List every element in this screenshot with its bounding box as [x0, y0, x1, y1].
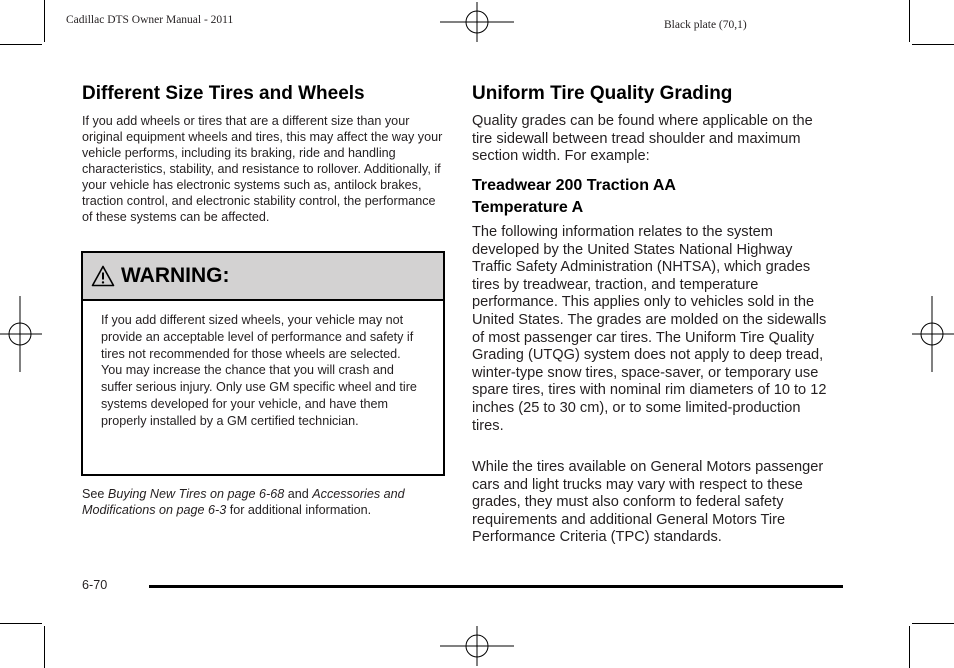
crop-mark [912, 623, 954, 624]
plate-label: Black plate (70,1) [664, 19, 747, 31]
grade-example-heading: Treadwear 200 Traction AA Temperature A [472, 177, 676, 216]
see-prefix: See [82, 487, 108, 501]
section-heading-different-size-tires: Different Size Tires and Wheels [82, 83, 365, 104]
registration-mark-icon [0, 296, 42, 372]
manual-title: Cadillac DTS Owner Manual - 2011 [66, 14, 234, 26]
paragraph-text: While the tires available on General Motors passenger cars and light trucks may vary with respect to these grades, they must also conform to federal safety requirements and additional General Motors Tire Performance Criteria (TPC) standards. [472, 459, 824, 546]
footer-rule [149, 585, 843, 588]
registration-mark-icon [440, 2, 514, 42]
warning-box [81, 251, 445, 476]
see-and: and [284, 487, 313, 501]
intro-paragraph [82, 113, 444, 225]
warning-header [83, 253, 443, 301]
utqg-intro [472, 113, 834, 166]
see-also-paragraph [82, 486, 444, 518]
crop-mark [909, 0, 910, 42]
section-heading-utqg: Uniform Tire Quality Grading [472, 83, 733, 104]
warning-triangle-icon [91, 265, 115, 287]
paragraph-text: If you add wheels or tires that are a different size than your original equipment wheels and tires, this may affect the way your vehicle performs, including its braking, ride and handling characteristics, stability, and resistance to rollover. Additionally, if your vehicle has electronic systems such as, antilock brakes, traction control, and electronic stability control, the performance of these systems can be affected. [82, 114, 443, 224]
crop-mark [0, 44, 42, 45]
crop-mark [0, 623, 42, 624]
crop-mark [912, 44, 954, 45]
paragraph-text: Quality grades can be found where applicable on the tire sidewall between tread shoulder and maximum section width. For example: [472, 113, 813, 165]
page-number: 6-70 [82, 578, 108, 592]
cross-reference-link[interactable]: Buying New Tires on page 6‑68 [107, 487, 285, 501]
cross-reference-link[interactable]: Accessories and Modifications on page 6‑3 [82, 487, 405, 517]
utqg-paragraph-1 [472, 224, 834, 435]
registration-mark-icon [912, 296, 954, 372]
warning-title: WARNING: [121, 264, 230, 287]
crop-mark [44, 0, 45, 42]
paragraph-text: The following information relates to the system developed by the United States National Highway Traffic Safety Administration (NHTSA), which grades tires by treadwear, traction, and temperature performance. This applies only to vehicles sold in the United States. The grades are molded on the sidewalls of most passenger car tires. The Uniform Tire Quality Grading (UTQG) system does not apply to deep tread, winter-type snow tires, space-saver, or temporary use spare tires, tires with nominal rim diameters of 10 to 12 inches (25 to 30 cm), or to some limited-production tires. [472, 224, 827, 434]
warning-body: If you add different sized wheels, your vehicle may not provide an acceptable level of performance and safety if tires not recommended for those wheels are selected. You may increase the chance that you will crash and suffer serious injury. Only use GM specific wheel and tire systems developed for your vehicle, and have them properly installed by a GM certified technician. [101, 313, 417, 428]
crop-mark [909, 626, 910, 668]
registration-mark-icon [440, 626, 514, 666]
see-suffix: for additional information. [226, 503, 372, 517]
crop-mark [44, 626, 45, 668]
utqg-paragraph-2 [472, 459, 834, 547]
